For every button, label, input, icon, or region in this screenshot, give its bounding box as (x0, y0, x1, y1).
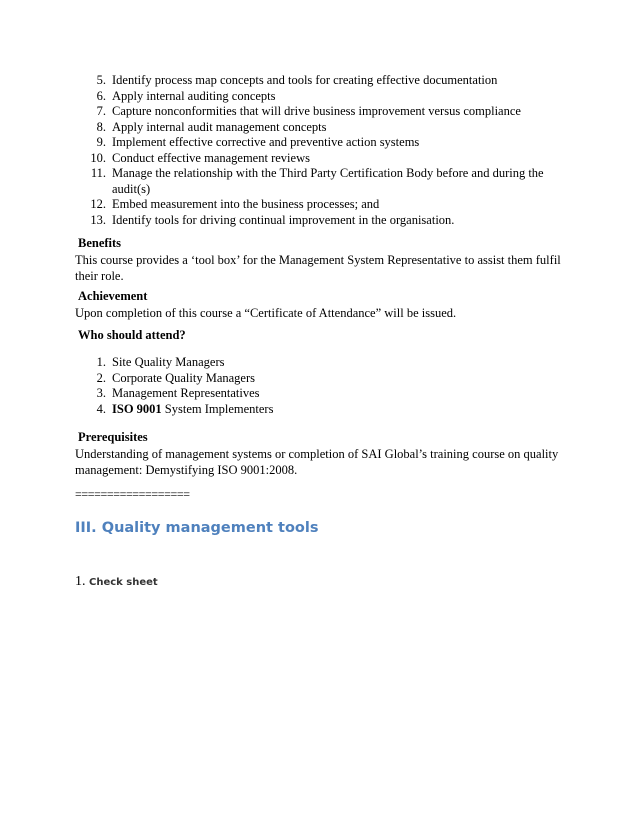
list-item: 4. ISO 9001 System Implementers (96, 401, 274, 416)
list-item: 9. Implement effective corrective and preventive action systems (96, 135, 420, 149)
list-item: 11. Manage the relationship with the Third Party Certification Body before and during the audit(s) (90, 166, 544, 196)
prerequisites-heading: Prerequisites (78, 430, 148, 444)
subsection-label: Check sheet (89, 577, 158, 588)
list-item: 2. Corporate Quality Managers (96, 370, 256, 385)
prerequisites-text: Understanding of management systems or completion of SAI Global’s training course on quality management: Demystifying ISO 9001:2008. (75, 447, 559, 477)
list-item: 10. Conduct effective management reviews (90, 150, 310, 165)
list-item: 13. Identify tools for driving continual improvement in the organisation. (90, 212, 455, 227)
section-title: III. Quality management tools (75, 520, 319, 536)
achievement-text: Upon completion of this course a “Certificate of Attendance” will be issued. (75, 306, 457, 320)
list-item: 5. Identify process map concepts and tools for creating effective documentation (96, 73, 498, 87)
subsection-number: 1. (75, 574, 86, 589)
list-item: 1. Site Quality Managers (96, 355, 225, 369)
objectives-list (90, 73, 562, 228)
attend-list (96, 355, 412, 417)
list-item: 8. Apply internal audit management concepts (96, 119, 327, 134)
list-item: 7. Capture nonconformities that will drive business improvement versus compliance (96, 104, 521, 118)
achievement-heading: Achievement (78, 289, 148, 303)
subsection-heading (75, 574, 158, 590)
list-item: 3. Management Representatives (96, 386, 260, 400)
benefits-heading: Benefits (78, 236, 122, 250)
separator-line: ================== (75, 487, 190, 501)
attend-heading: Who should attend? (78, 328, 186, 342)
benefits-text: This course provides a ‘tool box’ for the Management System Representative to assist them fulfil their role. (75, 253, 561, 283)
list-item: 6. Apply internal auditing concepts (96, 88, 276, 103)
list-item: 12. Embed measurement into the business processes; and (90, 197, 380, 211)
